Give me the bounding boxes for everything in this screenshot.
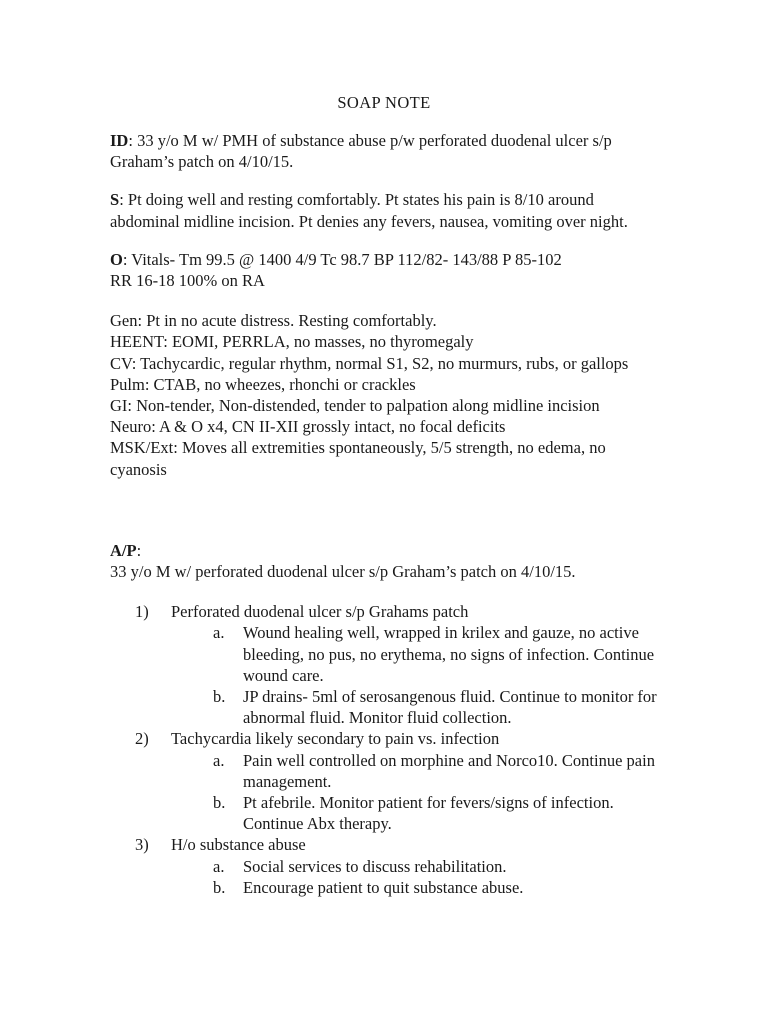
sub-list-marker: a. bbox=[213, 856, 225, 876]
sub-list-item-text: Pain well controlled on morphine and Norco10. Continue pain management. bbox=[243, 750, 655, 791]
sub-list bbox=[171, 622, 658, 728]
sub-list-item-text: JP drains- 5ml of serosangenous fluid. Continue to monitor for abnormal fluid. Monitor fluid collection. bbox=[243, 687, 657, 728]
vitals-line-2: RR 16-18 100% on RA bbox=[110, 271, 265, 291]
assessment-plan-summary: 33 y/o M w/ perforated duodenal ulcer s/p Graham’s patch on 4/10/15. bbox=[110, 562, 576, 582]
section-assessment-plan-label: A/P bbox=[110, 540, 137, 560]
exam-line-gi: GI: Non-tender, Non-distended, tender to palpation along midline incision bbox=[110, 396, 600, 416]
section-id-text: 33 y/o M w/ PMH of substance abuse p/w perforated duodenal ulcer s/p Graham’s patch on 4/10/15. bbox=[110, 131, 612, 172]
list-item bbox=[135, 601, 658, 728]
section-id-separator: : bbox=[128, 131, 133, 150]
sub-list-item bbox=[213, 686, 658, 728]
list-item-text: H/o substance abuse bbox=[171, 835, 306, 855]
list-marker: 1) bbox=[135, 602, 149, 622]
section-id-label: ID bbox=[110, 131, 129, 150]
list-marker: 2) bbox=[135, 729, 149, 749]
sub-list-marker: b. bbox=[213, 687, 226, 707]
sub-list-item bbox=[213, 750, 658, 792]
list-marker: 3) bbox=[135, 835, 149, 855]
section-objective-label: O bbox=[110, 249, 123, 269]
exam-line-cv: CV: Tachycardic, regular rhythm, normal S1, S2, no murmurs, rubs, or gallops bbox=[110, 353, 629, 373]
section-id bbox=[110, 130, 658, 172]
section-objective-vitals bbox=[110, 249, 658, 291]
section-subjective bbox=[110, 189, 658, 231]
sub-list-marker: b. bbox=[213, 877, 226, 897]
exam-line-msk-ext: MSK/Ext: Moves all extremities spontaneously, 5/5 strength, no edema, no cyanosis bbox=[110, 438, 606, 479]
list-item-text: Perforated duodenal ulcer s/p Grahams patch bbox=[171, 602, 469, 622]
sub-list-item bbox=[213, 877, 658, 898]
exam-line-gen: Gen: Pt in no acute distress. Resting comfortably. bbox=[110, 311, 437, 331]
section-subjective-separator: : bbox=[119, 190, 124, 210]
sub-list-marker: b. bbox=[213, 793, 226, 813]
assessment-plan-list bbox=[110, 601, 658, 898]
physical-exam-block bbox=[110, 310, 658, 480]
section-subjective-label: S bbox=[110, 190, 120, 210]
sub-list-item-text: Wound healing well, wrapped in krilex and gauze, no active bleeding, no pus, no erythema, no signs of infection. Continue wound care. bbox=[243, 623, 655, 685]
sub-list-item bbox=[213, 792, 658, 834]
section-objective-separator: : bbox=[122, 249, 128, 269]
section-assessment-plan-separator: : bbox=[136, 540, 142, 560]
sub-list-item-text: Encourage patient to quit substance abuse. bbox=[243, 877, 524, 897]
sub-list-marker: a. bbox=[213, 623, 225, 643]
sub-list-item-text: Social services to discuss rehabilitation. bbox=[243, 856, 507, 876]
sub-list-item bbox=[213, 856, 658, 877]
section-subjective-text: Pt doing well and resting comfortably. Pt states his pain is 8/10 around abdominal midline incision. Pt denies any fevers, nausea, vomiting over night. bbox=[110, 190, 628, 231]
sub-list bbox=[171, 750, 658, 835]
exam-line-pulm: Pulm: CTAB, no wheezes, rhonchi or crackles bbox=[110, 374, 416, 394]
list-item-text: Tachycardia likely secondary to pain vs. infection bbox=[171, 729, 500, 749]
vitals-line-1: Vitals- Tm 99.5 @ 1400 4/9 Tc 98.7 BP 112/82- 143/88 P 85-102 bbox=[127, 249, 562, 269]
sub-list-item-text: Pt afebrile. Monitor patient for fevers/signs of infection. Continue Abx therapy. bbox=[243, 793, 614, 834]
exam-line-neuro: Neuro: A & O x4, CN II-XII grossly intact, no focal deficits bbox=[110, 417, 506, 437]
exam-line-heent: HEENT: EOMI, PERRLA, no masses, no thyromegaly bbox=[110, 332, 474, 352]
sub-list-item bbox=[213, 622, 658, 686]
section-assessment-plan-heading bbox=[110, 540, 658, 561]
page-title: SOAP NOTE bbox=[337, 93, 431, 112]
sub-list bbox=[171, 856, 658, 898]
list-item bbox=[135, 728, 658, 834]
list-item bbox=[135, 834, 658, 898]
sub-list-marker: a. bbox=[213, 750, 225, 770]
document-body bbox=[110, 130, 658, 898]
